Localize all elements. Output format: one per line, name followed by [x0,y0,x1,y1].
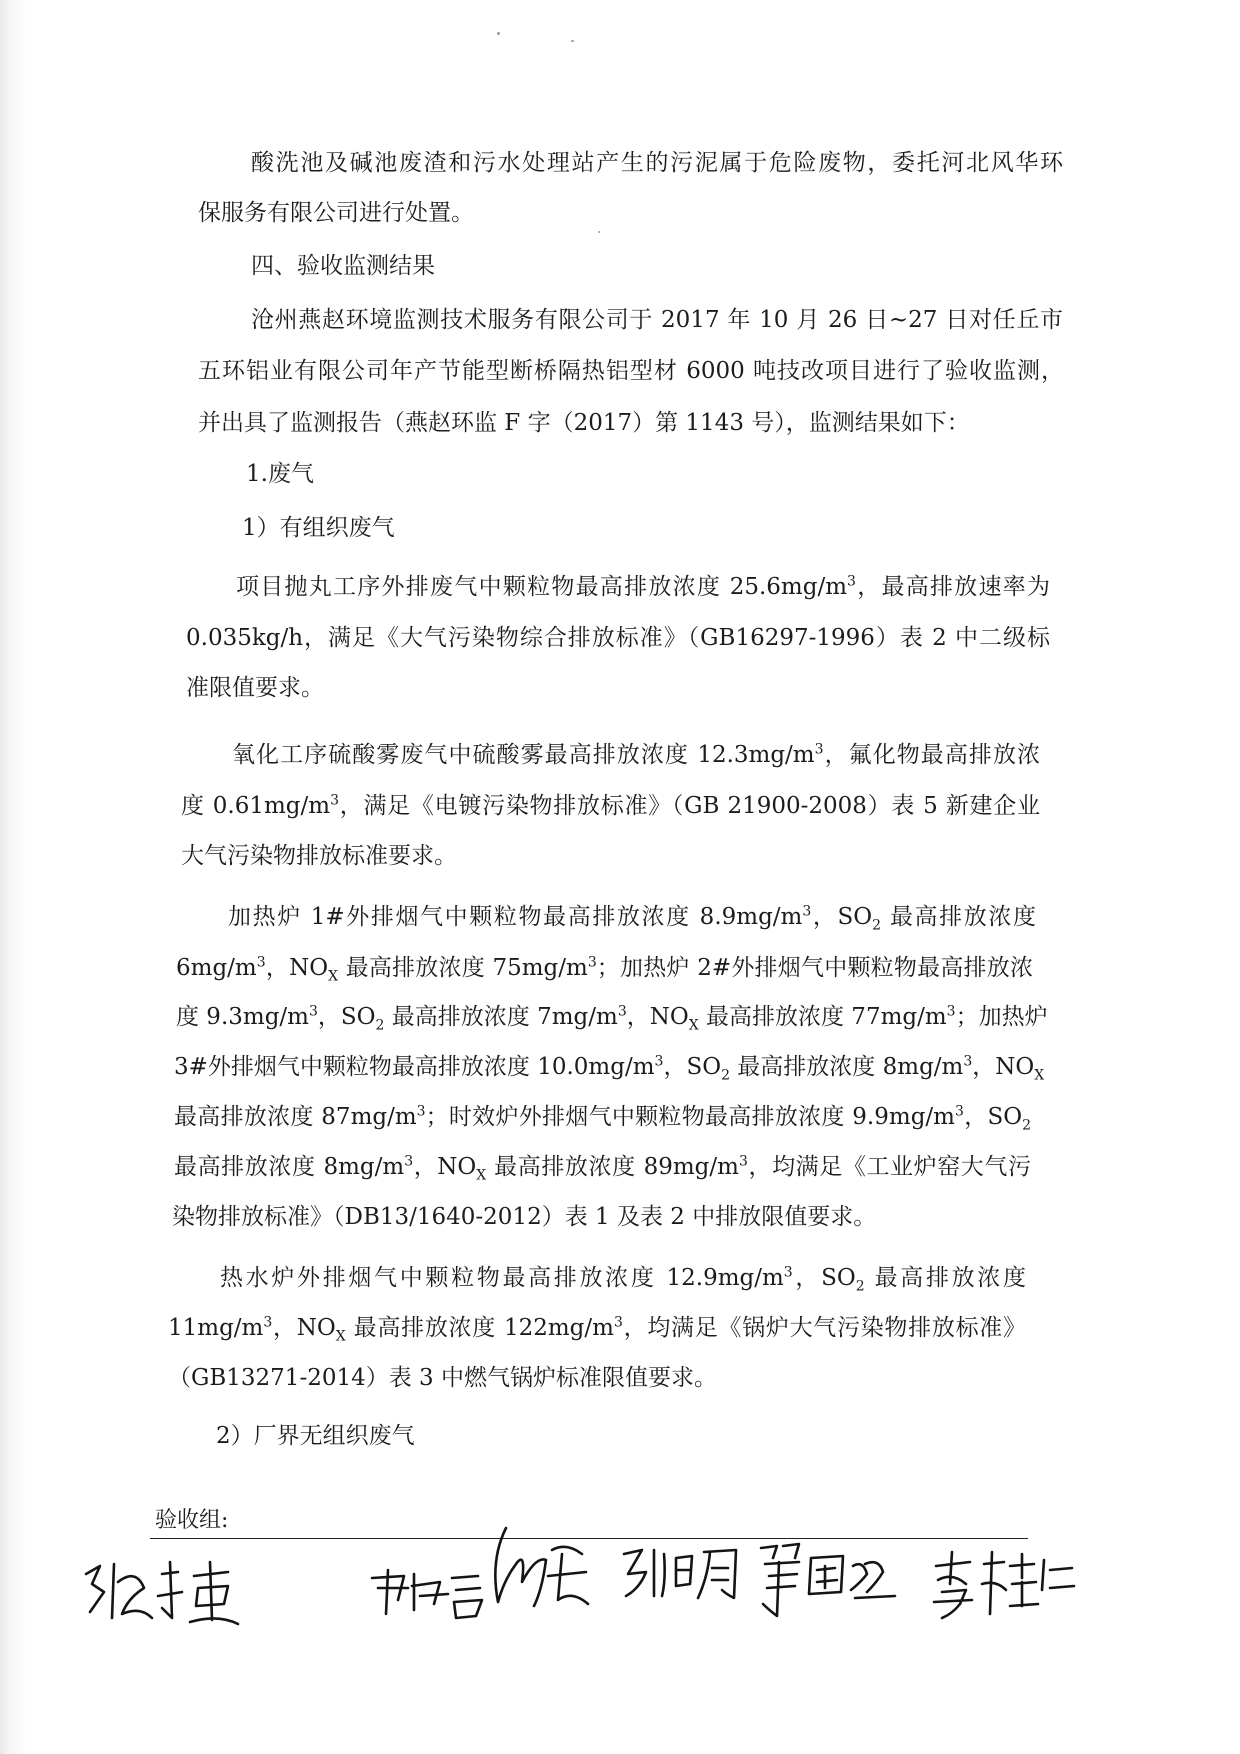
text-line-6: 并出具了监测报告（燕赵环监 F 字（2017）第 1143 号），监测结果如下： [198,410,970,436]
text-line-1: 酸洗池及碱池废渣和污水处理站产生的污泥属于危险废物，委托河北风华环 [251,150,1063,176]
signature-zhang-ming [618,1540,748,1610]
text-line-2: 保服务有限公司进行处置。 [198,200,474,226]
text-line-22: 热水炉外排烟气中颗粒物最高排放浓度 $12.9mg/m^3$，$SO_2$ 最高排放浓度 [220,1264,1026,1295]
text-line-20: 最高排放浓度 $8mg/m^3$，$NO_X$ 最高排放浓度 $89mg/m^3$，均满足《工业炉窑大气污 [174,1153,1031,1184]
subheading-unorganized-gas: 2）厂界无组织废气 [216,1423,415,1449]
text-line-23: $11mg/m^3$，$NO_X$ 最高排放浓度 $122mg/m^3$，均满足《锅炉大气污染物排放标准》 [168,1314,1026,1345]
text-line-16: $6mg/m^3$，$NO_X$ 最高排放浓度 $75mg/m^3$；加热炉 2#外排烟气中颗粒物最高排放浓 [176,954,1034,985]
signature-cai-xing [486,1520,596,1620]
text-line-12: 氧化工序硫酸雾废气中硫酸雾最高排放浓度 $12.3mg/m^3$，氟化物最高排放浓 [232,741,1040,768]
text-line-5: 五环铝业有限公司年产节能型断桥隔热铝型材 6000 吨技改项目进行了验收监测， [198,358,1064,384]
signature-chen-yongde [78,1552,248,1632]
text-line-17: 度 $9.3mg/m^3$，$SO_2$ 最高排放浓度 $7mg/m^3$，$NO_X$ 最高排放浓度 $77mg/m^3$；加热炉 [176,1003,1048,1034]
text-line-9: 项目抛丸工序外排废气中颗粒物最高排放浓度 $25.6mg/m^3$，最高排放速率为 [236,573,1050,600]
text-line-18: 3#外排烟气中颗粒物最高排放浓度 $10.0mg/m^3$，$SO_2$ 最高排放浓度 $8mg/m^3$，$NO_X$ [174,1053,1045,1084]
scan-speck [571,40,574,42]
text-line-14: 大气污染物排放标准要求。 [181,843,457,869]
subheading-organized-gas: 1）有组织废气 [242,515,395,541]
text-line-15: 加热炉 1#外排烟气中颗粒物最高排放浓度 $8.9mg/m^3$，$SO_2$ 最高排放浓度 [228,903,1036,934]
signature-zhai-guoshuang [755,1536,905,1626]
subheading-waste-gas: 1.废气 [246,461,314,487]
text-line-24: （GB13271-2014）表 3 中燃气锅炉标准限值要求。 [168,1365,718,1391]
text-line-21: 染物排放标准》（DB13/1640-2012）表 1 及表 2 中排放限值要求。 [172,1204,877,1230]
text-line-11: 准限值要求。 [186,675,324,701]
text-line-4: 沧州燕赵环境监测技术服务有限公司于 2017 年 10 月 26 日~27 日对任丘市 [251,307,1063,333]
scan-speck [497,32,500,35]
section-heading: 四、验收监测结果 [251,253,435,279]
text-line-13: 度 $0.61mg/m^3$，满足《电镀污染物排放标准》（GB 21900-2008）表 5 新建企业 [181,792,1040,819]
text-line-10: 0.035kg/h，满足《大气污染物综合排放标准》（GB16297-1996）表 2 中二级标 [186,625,1050,651]
acceptance-group-label: 验收组: [155,1508,229,1533]
text-line-19: 最高排放浓度 $87mg/m^3$；时效炉外排烟气中颗粒物最高排放浓度 $9.9mg/m^3$，$SO_2$ [174,1103,1032,1134]
signature-li-guiren [926,1544,1076,1624]
signature-yin-shuyan [368,1564,488,1624]
